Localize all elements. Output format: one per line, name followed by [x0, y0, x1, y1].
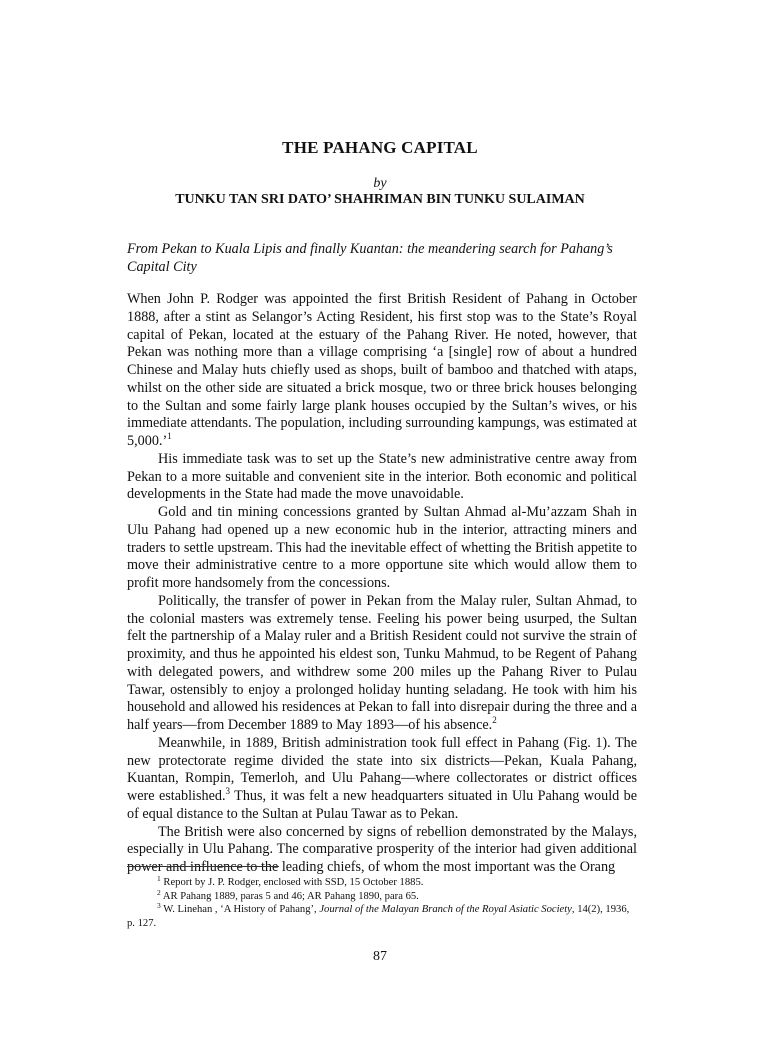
- paragraph-4: Politically, the transfer of power in Pekan from the Malay ruler, Sultan Ahmad, to the colonial masters was extremely tense. Feeling his power being usurped, the Sultan felt the partnership of a Malay ruler and a British Resident could not survive the strain of proximity, and thus he appointed his eldest son, Tunku Mahmud, to be Regent of Pahang with delegated powers, and withdrew some 200 miles up the Pahang River to Pulau Tawar, ostensibly to enjoy a prolonged holiday hunting seladang. He took with him his household and allowed his residences at Pekan to fall into disrepair during the three and a half years—from December 1889 to May 1893—of his absence.$^2$: [127, 592, 637, 733]
- page-number: 87: [373, 949, 387, 964]
- paragraph-1: When John P. Rodger was appointed the first British Resident of Pahang in October 1888, after a stint as Selangor’s Acting Resident, his first stop was to the State’s Royal capital of Pekan, located at the estuary of the Pahang River. He noted, however, that Pekan was nothing more than a village comprising ‘a [single] row of about a hundred Chinese and Malay huts chiefly used as shops, built of bamboo and thatched with ataps, whilst on the other side are situated a brick mosque, two or three brick houses belonging to the Sultan and some fairly large plank houses occupied by the Sultan’s wives, or his immediate attendants. The population, including surrounding kampungs, was estimated at 5,000.’$^1$: [127, 291, 637, 449]
- subtitle-line-2: Capital City: [127, 258, 197, 275]
- footnote-1: $^1$ Report by J. P. Rodger, enclosed with SSD, 15 October 1885.: [157, 874, 424, 888]
- article-title: THE PAHANG CAPITAL: [282, 138, 478, 157]
- footnote-ref-3[interactable]: 3: [225, 786, 231, 796]
- journal-title: Journal of the Malayan Branch of the Royal Asiatic Society: [319, 904, 572, 916]
- paragraph-3: Gold and tin mining concessions granted by Sultan Ahmad al-Mu’azzam Shah in Ulu Pahang had opened up a new economic hub in the interior, attracting miners and traders to settle upstream. This had the inevitable effect of whetting the British appetite to move their administrative centre to a more opportune site which would allow them to profit more handsomely from the concessions.: [127, 504, 637, 591]
- footnote-2: $^2$ AR Pahang 1889, paras 5 and 46; AR Pahang 1890, para 65.: [157, 887, 419, 902]
- footnote-3: $^3$ W. Linehan , ‘A History of Pahang’, Journal of the Malayan Branch of the Royal Asiatic Society, 14(2), 1936, p. 127.: [127, 901, 630, 929]
- byline-by: by: [373, 176, 387, 191]
- paragraph-2: His immediate task was to set up the State’s new administrative centre away from Pekan to a more suitable and convenient site in the interior. Both economic and political developments in the State had made the move unavoidable.: [127, 450, 637, 503]
- subtitle-line-1: From Pekan to Kuala Lipis and finally Kuantan: the meandering search for Pahang’s: [127, 241, 613, 257]
- footnote-divider: [127, 866, 279, 867]
- article-subtitle: [127, 241, 637, 277]
- author-name: TUNKU TAN SRI DATO’ SHAHRIMAN BIN TUNKU SULAIMAN: [175, 192, 585, 207]
- footnotes: [127, 876, 637, 930]
- article-body: [127, 291, 637, 877]
- paragraph-5: Meanwhile, in 1889, British administration took full effect in Pahang (Fig. 1). The new protectorate regime divided the state into six districts—Pekan, Kuala Pahang, Kuantan, Rompin, Temerloh, and Ulu Pahang—where collectorates or district offices were established.$^3$ Thus, it was felt a new headquarters situated in Ulu Pahang would be of equal distance to the Sultan at Pulau Tawar as to Pekan.: [127, 734, 638, 822]
- footnote-ref-1[interactable]: 1: [167, 431, 172, 441]
- paragraph-6: The British were also concerned by signs of rebellion demonstrated by the Malays, especially in Ulu Pahang. The comparative prosperity of the interior had given additional power and influence to the leading chiefs, of whom the most important was the Orang: [127, 823, 637, 875]
- footnote-ref-2[interactable]: 2: [492, 715, 497, 725]
